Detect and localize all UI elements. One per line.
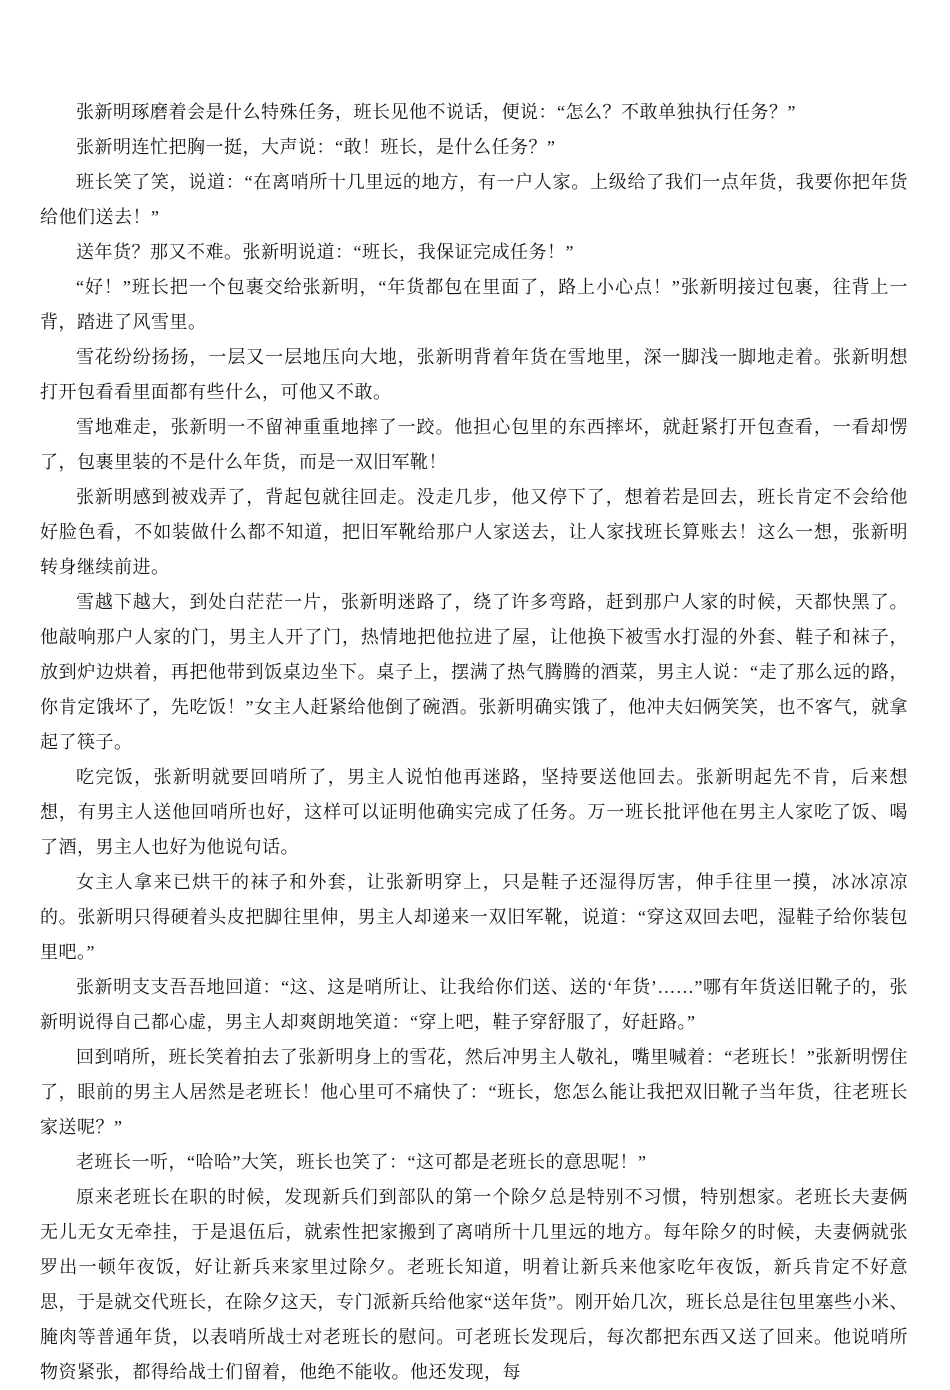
paragraph: 班长笑了笑，说道：“在离哨所十几里远的地方，有一户人家。上级给了我们一点年货，我要你把年货给他们送去！” <box>40 172 908 227</box>
paragraph: 张新明琢磨着会是什么特殊任务，班长见他不说话，便说：“怎么？不敢单独执行任务？” <box>76 102 796 122</box>
reading-passage <box>40 95 908 1390</box>
paragraph: 原来老班长在职的时候，发现新兵们到部队的第一个除夕总是特别不习惯，特别想家。老班长夫妻俩无儿无女无牵挂，于是退伍后，就索性把家搬到了离哨所十几里远的地方。每年除夕的时候，夫妻俩就张罗出一顿年夜饭，好让新兵来家里过除夕。老班长知道，明着让新兵来他家吃年夜饭，新兵肯定不好意思，于是就交代班长，在除夕这天，专门派新兵给他家“送年货”。刚开始几次，班长总是往包里塞些小米、腌肉等普通年货，以表哨所战士对老班长的慰问。可老班长发现后，每次都把东西又送了回来。他说哨所物资紧张，都得给战士们留着，他绝不能收。他还发现，每 <box>40 1187 908 1382</box>
paragraph: 雪地难走，张新明一不留神重重地摔了一跤。他担心包里的东西摔坏，就赶紧打开包查看，一看却愣了，包裹里装的不是什么年货，而是一双旧军靴！ <box>40 417 908 472</box>
paragraph: 送年货？那又不难。张新明说道：“班长，我保证完成任务！” <box>76 242 574 262</box>
paragraph: 张新明感到被戏弄了，背起包就往回走。没走几步，他又停下了，想着若是回去，班长肯定不会给他好脸色看，不如装做什么都不知道，把旧军靴给那户人家送去，让人家找班长算账去！这么一想，张新明转身继续前进。 <box>40 487 908 577</box>
paragraph: 老班长一听，“哈哈”大笑，班长也笑了：“这可都是老班长的意思呢！” <box>76 1152 647 1172</box>
paragraph: “好！”班长把一个包裹交给张新明，“年货都包在里面了，路上小心点！”张新明接过包裹，往背上一背，踏进了风雪里。 <box>40 277 908 332</box>
paragraph: 雪花纷纷扬扬，一层又一层地压向大地，张新明背着年货在雪地里，深一脚浅一脚地走着。张新明想打开包看看里面都有些什么，可他又不敢。 <box>40 347 908 402</box>
paragraph: 吃完饭，张新明就要回哨所了，男主人说怕他再迷路，坚持要送他回去。张新明起先不肯，后来想想，有男主人送他回哨所也好，这样可以证明他确实完成了任务。万一班长批评他在男主人家吃了饭、喝了酒，男主人也好为他说句话。 <box>40 767 908 857</box>
paragraph: 张新明连忙把胸一挺，大声说：“敢！班长，是什么任务？” <box>76 137 556 157</box>
paragraph: 女主人拿来已烘干的袜子和外套，让张新明穿上，只是鞋子还湿得厉害，伸手往里一摸，冰冰凉凉的。张新明只得硬着头皮把脚往里伸，男主人却递来一双旧军靴，说道：“穿这双回去吧，湿鞋子给你装包里吧。” <box>40 872 908 962</box>
paragraph: 回到哨所，班长笑着拍去了张新明身上的雪花，然后冲男主人敬礼，嘴里喊着：“老班长！”张新明愣住了，眼前的男主人居然是老班长！他心里可不痛快了：“班长，您怎么能让我把双旧靴子当年货，往老班长家送呢？” <box>40 1047 908 1137</box>
paragraph: 张新明支支吾吾地回道：“这、这是哨所让、让我给你们送、送的‘年货’……”哪有年货送旧靴子的，张新明说得自己都心虚，男主人却爽朗地笑道：“穿上吧，鞋子穿舒服了，好赶路。” <box>40 977 908 1032</box>
paragraph: 雪越下越大，到处白茫茫一片，张新明迷路了，绕了许多弯路，赶到那户人家的时候，天都快黑了。他敲响那户人家的门，男主人开了门，热情地把他拉进了屋，让他换下被雪水打湿的外套、鞋子和袜子，放到炉边烘着，再把他带到饭桌边坐下。桌子上，摆满了热气腾腾的酒菜，男主人说：“走了那么远的路，你肯定饿坏了，先吃饭！”女主人赶紧给他倒了碗酒。张新明确实饿了，他冲夫妇俩笑笑，也不客气，就拿起了筷子。 <box>40 592 908 752</box>
